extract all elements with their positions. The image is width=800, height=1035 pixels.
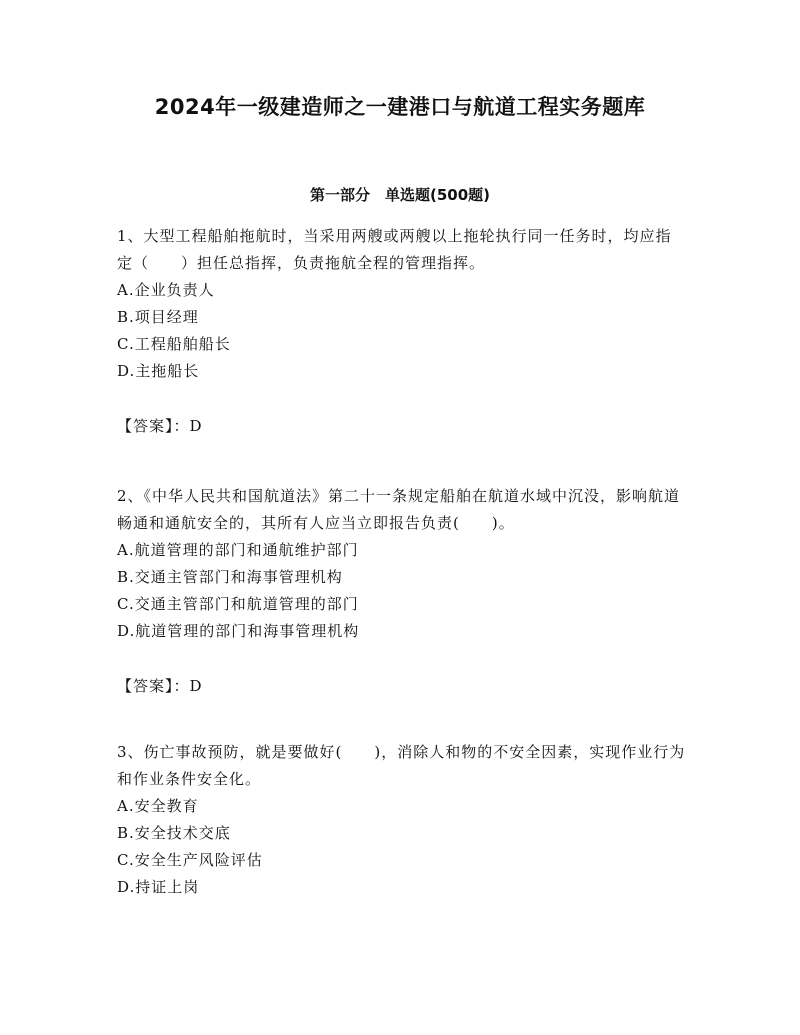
question-3 bbox=[117, 739, 687, 901]
option-a: A.航道管理的部门和通航维护部门 bbox=[117, 541, 359, 559]
option-c: C.交通主管部门和航道管理的部门 bbox=[117, 595, 359, 613]
option-b: B.项目经理 bbox=[117, 308, 199, 326]
option-c: C.工程船舶船长 bbox=[117, 335, 231, 353]
option-b: B.安全技术交底 bbox=[117, 824, 231, 842]
answer-label: 【答案】：D bbox=[117, 677, 203, 695]
option-list bbox=[117, 537, 687, 645]
option-d: D.主拖船长 bbox=[117, 362, 200, 380]
question-stem: 1、大型工程船舶拖航时，当采用两艘或两艘以上拖轮执行同一任务时，均应指定（ ）担任总指挥，负责拖航全程的管理指挥。 bbox=[117, 227, 672, 272]
option-b: B.交通主管部门和海事管理机构 bbox=[117, 568, 343, 586]
document-title: 2024年一级建造师之一建港口与航道工程实务题库 bbox=[154, 95, 646, 119]
option-list bbox=[117, 277, 687, 385]
option-a: A.企业负责人 bbox=[117, 281, 215, 299]
section-title: 第一部分 单选题(500题) bbox=[309, 186, 491, 204]
option-d: D.航道管理的部门和海事管理机构 bbox=[117, 622, 360, 640]
option-list bbox=[117, 793, 687, 901]
option-d: D.持证上岗 bbox=[117, 878, 200, 896]
question-2 bbox=[117, 483, 687, 700]
answer-label: 【答案】：D bbox=[117, 417, 203, 435]
question-stem: 3、伤亡事故预防，就是要做好( )，消除人和物的不安全因素，实现作业行为和作业条件安全化。 bbox=[117, 743, 686, 788]
question-stem: 2、《中华人民共和国航道法》第二十一条规定船舶在航道水域中沉没，影响航道畅通和通航安全的，其所有人应当立即报告负责( )。 bbox=[117, 487, 681, 532]
option-c: C.安全生产风险评估 bbox=[117, 851, 263, 869]
question-1 bbox=[117, 223, 687, 440]
option-a: A.安全教育 bbox=[117, 797, 199, 815]
